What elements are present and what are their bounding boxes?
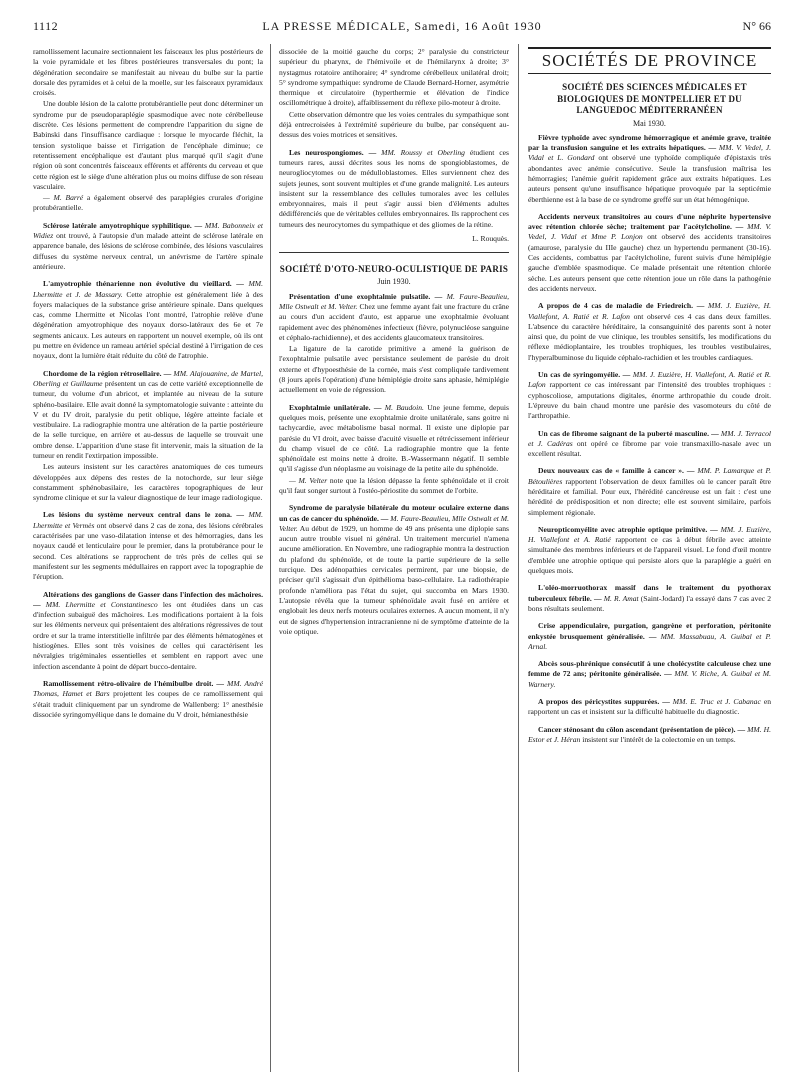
article-heading: Chordome de la région rétrosellaire. — [43, 368, 172, 378]
column-left [33, 47, 263, 1072]
article-heading: Cancer sténosant du côlon ascendant (présentation de pièce). — [538, 724, 746, 734]
author-names: MM. J. Euzière, H. Viallefont et A. Ratié [528, 524, 771, 545]
author-names: MM. V. Riche, A. Guibal et M. Warnery. [528, 669, 771, 689]
article [33, 510, 263, 582]
article-text: présentent un cas de cette variété exceptionnelle de tumeur, du volume d'un abricot, et implantée au niveau de la suture sphéno-basilaire. Elle avait donné la symptomatologie suivante : atteinte du V et du IV droit, paralysie du petit oblique, légère atteinte faciale et vestibulaire. La radiographie montra une altération de la partie postérieure de la selle turcique, en arrière et au-dessus de laquelle se trouvait une ombre dense. L'apparition d'une stase fit intervenir, mais la situation de la tumeur en rendit l'extirpation impossible. [33, 378, 263, 460]
article-heading: Fièvre typhoïde avec syndrome hémorragique et anémie grave, traitée par la transfusion sanguine et les extraits hépatiques. — [528, 132, 771, 153]
article [279, 292, 509, 343]
article-text: Chez une femme ayant fait une fracture du crâne au cours d'un accident d'auto, est apparue une exophtalmie évoluant rapidement avec des phénomènes infectieux (fièvre, polynucléose sanguine et céphalo-rachidienne), et des accidents glaucomateux transitoires. [279, 301, 509, 342]
author-names: MM. V. Vedel, J. Vidal et Mme P. Lonjon [528, 222, 771, 242]
article-text: rapportent ce cas à début fébrile avec atteinte simultanée des membres inférieurs et de l'appareil visuel. Le fond d'œil montre d'emblée une atrophie optique qui persiste alors que la paraplégie a guéri en quelques mois. [528, 535, 771, 576]
author-names: MM. H. Estor et J. Héran [528, 724, 771, 744]
article [279, 503, 509, 637]
article [33, 279, 263, 361]
article-text: Au début de 1929, un homme de 49 ans présenta une diplopie sans aucun autre trouble visuel ni général. Un traitement mercuriel n'amena aucune amélioration. En Novembre, une radiographie montra la destruction du plafond du sphénoïde, et de toute la partie supérieure de la selle turcique. Des adénopathies cervicales permirent, par une biopsie, de préciser qu'il s'agissait d'un épithélioma baso-cellulaire. La radiothérapie profonde n'améliora pas l'état du sujet, qui succomba en Mars 1930. L'autopsie révéla que la tumeur sphénoïdale avait fusé en arrière et englobait les deux nerfs moteurs oculaires externes. A aucun moment, il n'y eut de signes d'hypertension intracranienne ni de symptôme d'atteinte de la voie optique. [279, 523, 509, 636]
page-header [33, 18, 771, 34]
article-heading: Présentation d'une exophtalmie pulsatile. — [289, 291, 443, 301]
article-text: en rapportent un cas et insistent sur la difficulté habituelle du diagnostic. [528, 697, 771, 717]
article [528, 429, 771, 460]
article [33, 221, 263, 272]
author-names: MM. Roussy et Oberling [376, 147, 465, 157]
article [528, 525, 771, 576]
session-date: Mai 1930. [633, 118, 666, 128]
author-names: MM. Massabuau, A. Guibal et P. Arnal. [528, 631, 771, 651]
author-names: MM. J. Euzière, H. Viallefont, A. Ratié et R. Lafon [528, 370, 771, 390]
article-text: étudient ces tumeurs rares, aussi décrites sous les noms de spongioblastomes, de neurogliocytomes ou de médulloblastomes. Elles surviennent chez des sujets jeunes, sont souvent multiples et d'une grande malignité. Les auteurs insistent sur la ressemblance des cellules tumorales avec les cellules embryonnaires, mais il peut s'agir aussi bien d'éléments adultes dédifférenciés que de véritables cellules embryonnaires. Ils rapprochent ces tumeurs des neurocytomes du sympathique et des gliomes de la rétine. [279, 147, 509, 229]
column-right [528, 47, 771, 1072]
society-title: SOCIÉTÉ DES SCIENCES MÉDICALES ET BIOLOGIQUES DE MONTPELLIER ET DU LANGUEDOC MÉDITERRANÉEN [557, 82, 747, 115]
author-names: MM. André Thomas, Hamet et Bars [33, 678, 263, 699]
paragraph: Une double lésion de la calotte protubérantielle peut donc déterminer un syndrome pur de pseudoparaplégie spasmodique avec note cérébelleuse discrète. Ces lésions permettent de comprendre l'apparition du signe de Babinski dans l'insuffisance cardiaque : lorsque le myocarde fléchit, la tension systolique baisse et l'irrigation de l'encéphale diminue; ce retentissement encéphalique est d'autant plus marqué qu'il s'agit d'une région où sont concentrés faisceaux efférents et afférents du cerveau et que cette région est le siège d'une altération plus ou moins diffuse de son réseau vasculaire. [33, 99, 263, 191]
session-date: Juin 1930. [377, 277, 411, 287]
article [33, 369, 263, 462]
article-heading: Un cas de fibrome saignant de la puberté masculine. — [538, 428, 719, 438]
page-number: 1112 [33, 19, 59, 33]
author-names: MM. Alajouanine, de Martel, Oberling et Guillaume [33, 368, 263, 388]
article [528, 301, 771, 363]
article [528, 697, 771, 718]
paragraph: ramollissement lacunaire sectionnaient les faisceaux les plus postérieurs de la voie pyramidale et les fibres postérieures transversales du pont; la dégénération secondaire se manifestait au niveau du bulbe sur la partie dorsale des pyramides et à celui de la moelle, sur les faisceaux pyramidaux croisés. [33, 47, 263, 98]
author-names: MM. V. Vedel, J. Vidal et L. Gondard [528, 143, 771, 163]
article-text: ont observé une typhoïde compliquée d'épistaxis très abondantes avec anémie consécutive. Seule la transfusion maîtrisa les hémorragies; l'anémie guérit rapidement grâce aux extraits hépatiques. Les auteurs pensent qu'une insuffisance hépatique provoquée par la septicémie éberthienne est à la base de ce syndrome greffé sur un état hémogénique. [528, 153, 771, 204]
article-text: ont trouvé, à l'autopsie d'un malade atteint de sclérose latérale en apparence banale, des lésions de sclérose combinée, des lésions vasculaires diffuses du système nerveux central, un anévrisme de l'artère spinale antérieure. [33, 231, 263, 271]
author-names: M. Baudoin. [381, 402, 424, 412]
author-names: MM. J. Euzière, H. Viallefont, A. Ratié et R. Lafon [528, 301, 771, 321]
article-text: Cette atrophie est généralement liée à des foyers malaciques de la substance grise antérieure spinale. Dans quelques cas, comme Lhermitte et Nicolas l'ont montré, l'atrophie relève d'une dégénération amyotrophique des noyaux dorso-latéraux des 6e et 7e segments anicaux. Les auteurs en rapportent un nouvel exemple, où ils ont pu mettre en évidence un rameau artériel spécial destiné à l'irrigation de ces noyaux, dont la lumière était réduite du côté de l'atrophie. [33, 289, 263, 361]
article-text: rapportent ce cas intéressant par l'intensité des troubles trophiques : cyphoscoliose, amputations digitales, énorme arthropathie du coude droit. L'épreuve du bain chaud montre une parésie des vasomoteurs du côté de l'arthropathie. [528, 380, 771, 421]
article-heading: Syndrome de paralysie bilatérale du moteur oculaire externe dans un cas de cancer du sphénoïde. — [279, 503, 509, 523]
author-names: MM. P. Lamarque et P. Bétoulières [528, 466, 771, 486]
article-heading: Exophtalmie unilatérale. — [289, 402, 382, 412]
author-names: MM. Babonneix et Widiez [33, 220, 263, 241]
column-rule [518, 44, 519, 1072]
paragraph: La ligature de la carotide primitive a amené la guérison de l'exophtalmie pulsatile avec persistance seulement de parésie du droit externe et d'hypoesthésie de la cornée, mais s'est compliquée tardivement (8 jours après l'opération) d'une hémiplégie droite sans aphasie, hémiplégie actuellement en voie de régression. [279, 344, 509, 395]
section-banner: SOCIÉTÉS DE PROVINCE [528, 47, 771, 74]
article-heading: Accidents nerveux transitoires au cours d'une néphrite hypertensive avec rétention chlorée sèche; traitement par l'acétylcholine. — [528, 211, 771, 232]
article-heading: Deux nouveaux cas de « famille à cancer ». — [538, 466, 695, 476]
article [528, 466, 771, 517]
paragraph: dissociée de la moitié gauche du corps; 2° paralysie du constricteur supérieur du pharynx, de l'hémivoile et de l'hémilarynx à droite; 3° nystagmus rotatoire antihoraire; 4° syndrome cérébelleux unilatéral droit; 5° syndrome sympathique: syndrome de Claude Bernard-Horner, asymétrie thermique et circulatoire (hyperthermie et élévation de l'indice oscillométrique à droite), affaiblissement du réflexe pilo-moteur à droite. [279, 47, 509, 108]
article-heading: Un cas de syringomyélie. — [538, 370, 631, 380]
signature: L. Rouquès. [472, 234, 509, 244]
article-heading: Altérations des ganglions de Gasser dans l'infection des mâchoires. — [33, 589, 263, 609]
author-names: MM. Lhermitte et J. de Massary. [33, 279, 263, 299]
author-names: M. Faure-Beaulieu, Mlle Ostwalt et M. Velter. [279, 513, 509, 533]
author-names: MM. E. Truc et J. Cabanac [669, 697, 761, 707]
author-names: MM. Lhermitte et Vermès [33, 510, 263, 530]
author-names: M. Faure-Beaulieu, Mlle Ostwalt et M. Velter. [279, 291, 509, 311]
paragraph [33, 193, 263, 214]
article [528, 212, 771, 294]
article-heading: Crise appendiculaire, purgation, gangrène et perforation, péritonite enkystée brusquement généralisée. — [528, 621, 771, 641]
author-names: MM. J. Terracol et J. Cadéras [528, 428, 771, 448]
article [279, 148, 509, 230]
article [528, 583, 771, 614]
article-text: (Saint-Jodard) l'a essayé dans 7 cas avec 2 bons résultats seulement. [528, 593, 771, 613]
paragraph: Cette observation démontre que les voies centrales du sympathique sont déjà entrecroisées à l'extrémité supérieure du bulbe, par conséquent au-dessus des voies motrices et sensitives. [279, 109, 509, 140]
column-rule [270, 44, 271, 1072]
article-heading: L'amyotrophie thénarienne non évolutive du vieillard. — [43, 279, 244, 289]
article-text: ont opéré ce fibrome par voie transmaxillo-nasale avec un excellent résultat. [528, 438, 771, 459]
article-heading: Les lésions du système nerveux central dans le zona. — [43, 510, 244, 520]
article-text: insistent sur l'intérêt de la colectomie en un temps. [580, 734, 736, 744]
article [33, 679, 263, 720]
column-middle [279, 47, 509, 1072]
article [528, 659, 771, 690]
article-text: ont observé des accidents transitoires (amaurose, paralysie du IIIe gauche) chez un hypertendu permanent (30-16). Ces accidents, combattus par l'acétylcholine, furent suivis d'une hémiplégie gauche d'emblée spasmodique. Ce malade présentait une rétention chlorée sèche. Les auteurs pensent que cette rétention joue un rôle dans la pathogénie des accidents nerveux. [528, 232, 771, 293]
article [528, 370, 771, 421]
paragraph: Les auteurs insistent sur les caractères anatomiques de ces tumeurs développées aux dépens des restes de la notochorde, sur leur siège constamment sphénobasilaire, les caractères topographiques de leur syndrome clinique et sur la valeur diagnostique de leur image radiologique. [33, 462, 263, 503]
paragraph [279, 476, 509, 497]
article [279, 403, 509, 475]
article-heading: L'oléo-morruothorax massif dans le traitement du pyothorax tuberculeux fébrile. — [528, 583, 771, 603]
article-heading: Ramollissement rétro-olivaire de l'hémibulbe droit. — [43, 678, 225, 688]
article-text: rapportent l'observation de deux familles où le cancer paraît être héréditaire et familial. Pour eux, l'hérédité cancéreuse est un fait : c'est une hérédité de prédisposition et non directe; elle est souvent similaire, parfois simplement régionale. [528, 476, 771, 517]
article [33, 590, 263, 672]
article-heading: A propos des péricystites suppurées. — [538, 697, 670, 707]
article-text: les ont étudiées dans un cas d'infection subaiguë des mâchoires. Les modifications portaient à la fois sur les éléments nerveux qui présentaient des altérations régressives de tout ordre et sur la trame interstitielle infiltrée par des éléments hématogènes et histiogènes. Elles sont très voisines de celles qui caractérisent les névralgies trigéminales essentielles et semblent en rapport avec une infection ascendante à point de départ bucco-dentaire. [33, 599, 263, 671]
author-names: — M. Barré [43, 193, 84, 203]
section-divider [279, 252, 509, 253]
journal-title: LA PRESSE MÉDICALE, Samedi, 16 Août 1930 [262, 19, 542, 33]
article-heading: Les neurospongiomes. — [289, 147, 377, 157]
article-heading: A propos de 4 cas de maladie de Friedreich. — [538, 301, 705, 311]
article-heading: Abcès sous-phrénique consécutif à une cholécystite calculeuse chez une femme de 72 ans; péritonite généralisée. — [528, 659, 771, 679]
article-text: ont observé dans 2 cas de zona, des lésions cérébrales caractérisées par une vaso-dilatation intense et des hémorragies, dans les noyaux caudé et lenticulaire pour le premier, dans la protubérance pour le second. Ces altérations se rapprochent de très près de celles qui se manifestent sur les segments médullaires en rapport avec la topographie de l'éruption. [33, 520, 263, 582]
article-text: Une jeune femme, depuis quelques mois, présente une exophtalmie droite unilatérale, sans goitre ni tachycardie, avec métabolisme basal normal. Il existe une diplopie par parésie du VI droit, avec baisse d'acuité visuelle et rétrécissement inférieur du champ visuel de ce côté. La radiographie montre que la fente sphénoïdale est moins nette à droite. B.-Wassermann négatif. Il semble qu'il s'agisse d'un néoplasme au voisinage de la petite aile du sphénoïde. [279, 402, 509, 474]
article-heading: Neuropticomyélite avec atrophie optique primitive. — [538, 524, 718, 534]
society-title: SOCIÉTÉ D'OTO-NEURO-OCULISTIQUE DE PARIS [279, 264, 509, 275]
article [528, 621, 771, 652]
author-names: M. R. Amat [601, 593, 639, 603]
article-text: ont observé ces 4 cas dans deux familles. L'absence du caractère héréditaire, la consanguinité des parents sont à noter ainsi que, du point de vue clinique, les troubles sensitifs, les modifications du réflexe médioplantaire, les troubles trophiques, les troubles vestibulaires, l'hyperalbuminose du liquide céphalo-rachidien et les troubles cardiaques. [528, 311, 771, 362]
author-names: MM. Lhermitte et Constantinesco [40, 599, 158, 609]
article [528, 133, 771, 205]
author-names: — M. Velter [289, 475, 328, 485]
article [528, 725, 771, 746]
paragraph-text: note que la lésion dépasse la fente sphénoïdale et il croit qu'il faut songer surtout à l'ostéo-périostite du sommet de l'orbite. [279, 475, 509, 495]
article-text: projettent les coupes de ce ramollissement qui s'était traduit cliniquement par un syndrome de Wallenberg: 1° anesthésie dissociée syringomyélique dans le domaine du V droit, hémianesthésie [33, 689, 263, 719]
article-heading: Sclérose latérale amyotrophique syphilitique. — [43, 220, 203, 230]
paragraph-text: a également observé des paraplégies crurales d'origine protubérantielle. [33, 193, 263, 213]
issue-number: N° 66 [742, 19, 771, 33]
